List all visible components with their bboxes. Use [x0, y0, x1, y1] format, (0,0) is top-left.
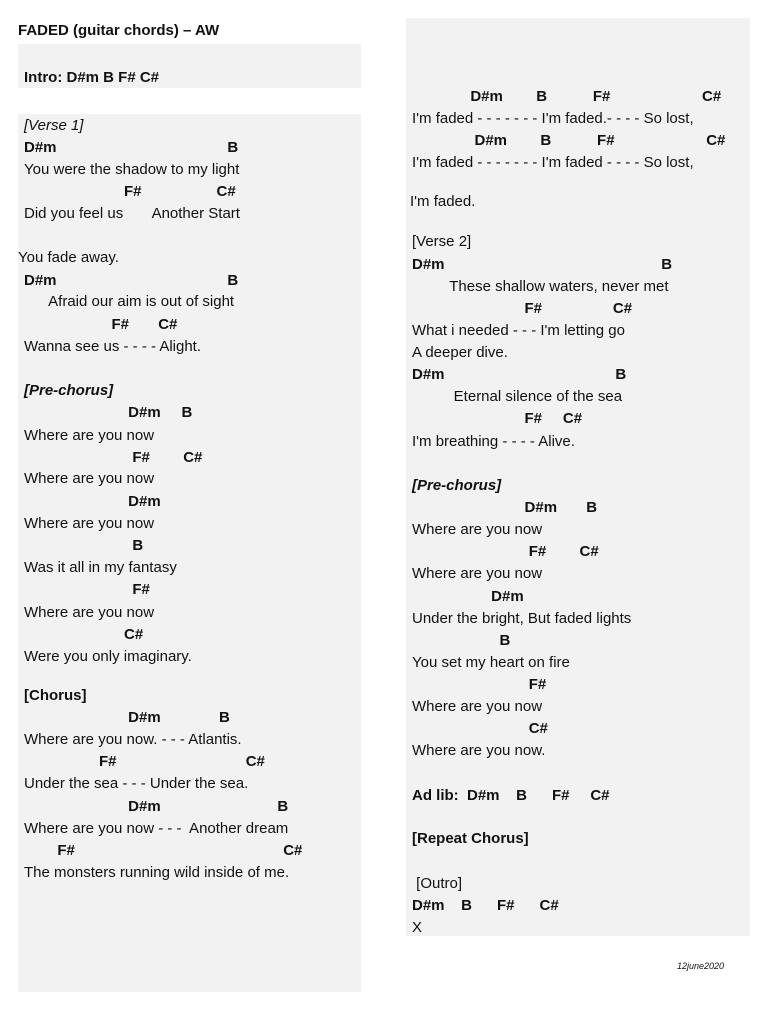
date-stamp: 12june2020	[677, 961, 725, 971]
chord-line: F# C#	[412, 410, 583, 427]
chord-line: D#m	[24, 493, 161, 510]
chord-line: D#m B F# C#	[412, 132, 726, 149]
lyric-line: A deeper dive.	[412, 344, 508, 361]
lyric-line: Did you feel us Another Start	[24, 205, 240, 222]
verse2-label: [Verse 2]	[412, 233, 472, 250]
lyric-line: What i needed - - - I'm letting go	[412, 322, 625, 339]
lyric-line: You fade away.	[18, 249, 119, 266]
prechorus-label: [Pre-chorus]	[24, 382, 114, 399]
chord-line: F#	[412, 676, 547, 693]
lyric-line: I'm faded.	[410, 193, 476, 210]
chord-line: D#m B	[412, 499, 598, 516]
chord-line: B	[24, 537, 144, 554]
lyric-line: Where are you now	[24, 515, 155, 532]
lyric-line: Where are you now	[24, 604, 155, 621]
lyric-line: Under the sea - - - Under the sea.	[24, 775, 249, 792]
chord-line: D#m B	[24, 798, 289, 815]
lyric-line: You were the shadow to my light	[24, 161, 240, 178]
chord-line: F# C#	[24, 316, 178, 333]
chord-line: D#m B	[24, 272, 239, 289]
chord-line: D#m B	[24, 709, 230, 726]
lyric-line: Where are you now - - - Another dream	[24, 820, 289, 837]
intro-line: Intro: D#m B F# C#	[24, 69, 160, 86]
lyric-line: I'm breathing - - - - Alive.	[412, 433, 575, 450]
chord-line: D#m	[412, 588, 524, 605]
lyric-line: Where are you now.	[412, 742, 546, 759]
outro-chords: D#m B F# C#	[412, 897, 559, 914]
chord-line: D#m B	[24, 404, 193, 421]
lyric-line: Where are you now	[24, 427, 155, 444]
chord-line: C#	[412, 720, 548, 737]
chord-line: B	[412, 632, 511, 649]
lyric-line: I'm faded - - - - - - - I'm faded.- - - - So lost,	[412, 110, 694, 127]
chord-line: F# C#	[24, 753, 265, 770]
lyric-line: You set my heart on fire	[412, 654, 570, 671]
chord-line: D#m B F# C#	[412, 88, 722, 105]
chord-line: D#m B	[412, 256, 673, 273]
chord-line: F# C#	[412, 543, 599, 560]
lyric-line: Where are you now	[412, 698, 543, 715]
outro-x: X	[412, 919, 423, 936]
outro-label: [Outro]	[412, 875, 463, 892]
song-title: FADED (guitar chords) – AW	[18, 22, 220, 39]
lyric-line: The monsters running wild inside of me.	[24, 864, 290, 881]
chord-line: F#	[24, 581, 150, 598]
lyric-line: These shallow waters, never met	[412, 278, 669, 295]
lyric-line: Eternal silence of the sea	[412, 388, 623, 405]
adlib-line: Ad lib: D#m B F# C#	[412, 787, 610, 804]
chord-line: F# C#	[24, 842, 303, 859]
lyric-line: Afraid our aim is out of sight	[24, 293, 235, 310]
chord-line: D#m B	[24, 139, 239, 156]
chord-line: C#	[24, 626, 144, 643]
lyric-line: Where are you now. - - - Atlantis.	[24, 731, 242, 748]
lyric-line: I'm faded - - - - - - - I'm faded - - - - So lost,	[412, 154, 694, 171]
chord-line: F# C#	[24, 449, 203, 466]
chord-line: F# C#	[24, 183, 236, 200]
chord-line: F# C#	[412, 300, 633, 317]
verse1-label: [Verse 1]	[24, 117, 84, 134]
lyric-line: Where are you now	[412, 565, 543, 582]
lyric-line: Where are you now	[24, 470, 155, 487]
lyric-line: Under the bright, But faded lights	[412, 610, 632, 627]
lyric-line: Where are you now	[412, 521, 543, 538]
lyric-line: Wanna see us - - - - Alight.	[24, 338, 202, 355]
chord-line: D#m B	[412, 366, 627, 383]
lyric-line: Were you only imaginary.	[24, 648, 192, 665]
prechorus-label: [Pre-chorus]	[412, 477, 502, 494]
repeat-chorus-label: [Repeat Chorus]	[412, 830, 529, 847]
chorus-label: [Chorus]	[24, 687, 87, 704]
lyric-line: Was it all in my fantasy	[24, 559, 177, 576]
